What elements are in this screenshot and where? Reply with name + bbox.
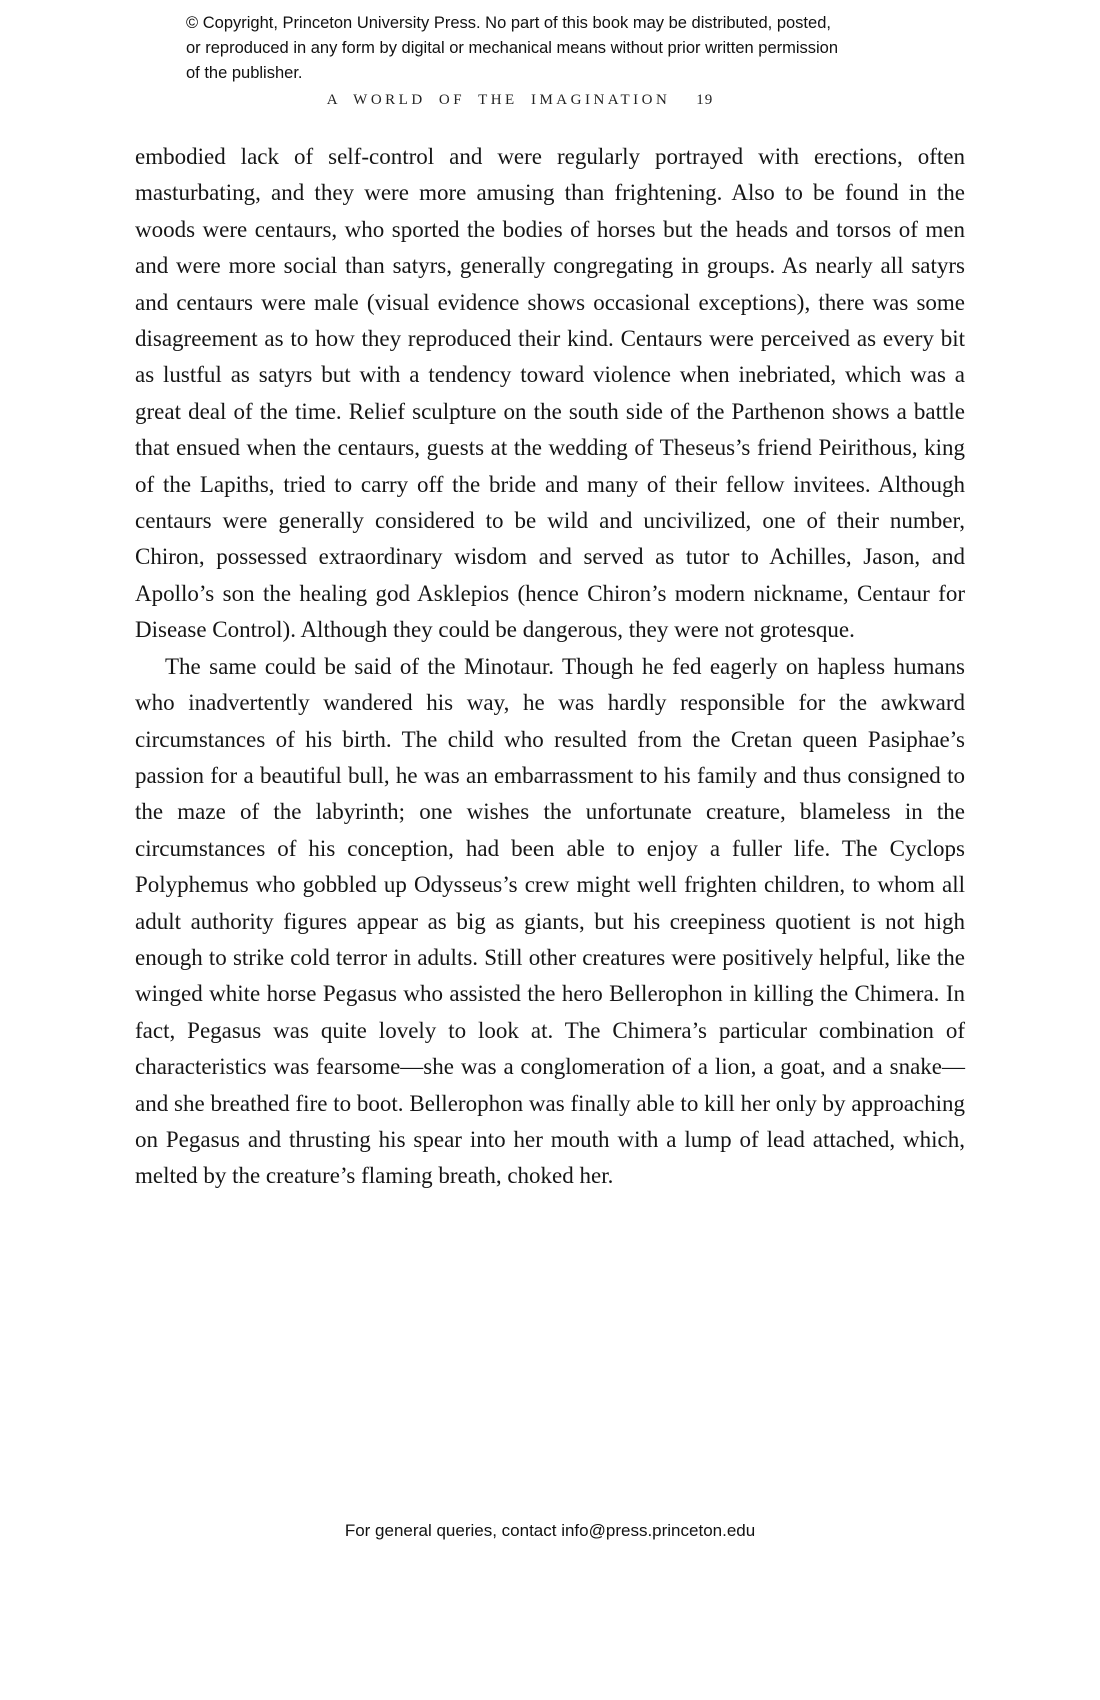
page-number: 19 xyxy=(696,92,714,108)
body-text xyxy=(135,139,965,1195)
running-header xyxy=(0,92,1100,109)
paragraph: The same could be said of the Minotaur. Though he fed eagerly on hapless humans who inadvertently wandered his way, he was hardly responsible for the awkward circumstances of his birth. The child who resulted from the Cretan queen Pasiphae’s passion for a beautiful bull, he was an embarrassment to his family and thus consigned to the maze of the labyrinth; one wishes the unfortunate creature, blameless in the circumstances of his conception, had been able to enjoy a fuller life. The Cyclops Polyphemus who gobbled up Odysseus’s crew might well frighten children, to whom all adult authority figures appear as big as giants, but his creepiness quotient is not high enough to strike cold terror in adults. Still other creatures were positively helpful, like the winged white horse Pegasus who assisted the hero Bellerophon in killing the Chimera. In fact, Pegasus was quite lovely to look at. The Chimera’s particular combination of characteristics was fearsome—she was a conglomeration of a lion, a goat, and a snake—and she breathed fire to boot. Bellerophon was finally able to kill her only by approaching on Pegasus and thrusting his spear into her mouth with a lump of lead attached, which, melted by the creature’s flaming breath, choked her. xyxy=(135,653,965,1189)
paragraph: embodied lack of self-control and were regularly portrayed with erections, often masturbating, and they were more amusing than frightening. Also to be found in the woods were centaurs, who sported the bodies of horses but the heads and torsos of men and were more social than satyrs, generally congregating in groups. As nearly all satyrs and centaurs were male (visual evidence shows occasional exceptions), there was some disagreement as to how they reproduced their kind. Centaurs were perceived as every bit as lustful as satyrs but with a tendency toward violence when inebriated, which was a great deal of the time. Relief sculpture on the south side of the Parthenon shows a battle that ensued when the centaurs, guests at the wedding of Theseus’s friend Peirithous, king of the Lapiths, tried to carry off the bride and many of their fellow invitees. Although centaurs were generally considered to be wild and uncivilized, one of their number, Chiron, possessed extraordinary wisdom and served as tutor to Achilles, Jason, and Apollo’s son the healing god Asklepios (hence Chiron’s modern nickname, Centaur for Disease Control). Although they could be dangerous, they were not grotesque. xyxy=(135,144,965,643)
footer-contact-note: For general queries, contact info@press.princeton.edu xyxy=(344,1521,756,1540)
chapter-title: A WORLD OF THE IMAGINATION xyxy=(326,92,671,108)
copyright-notice: © Copyright, Princeton University Press. No part of this book may be distributed, posted, or reproduced in any form by digital or mechanical means without prior written permission of the publisher. xyxy=(186,14,839,82)
